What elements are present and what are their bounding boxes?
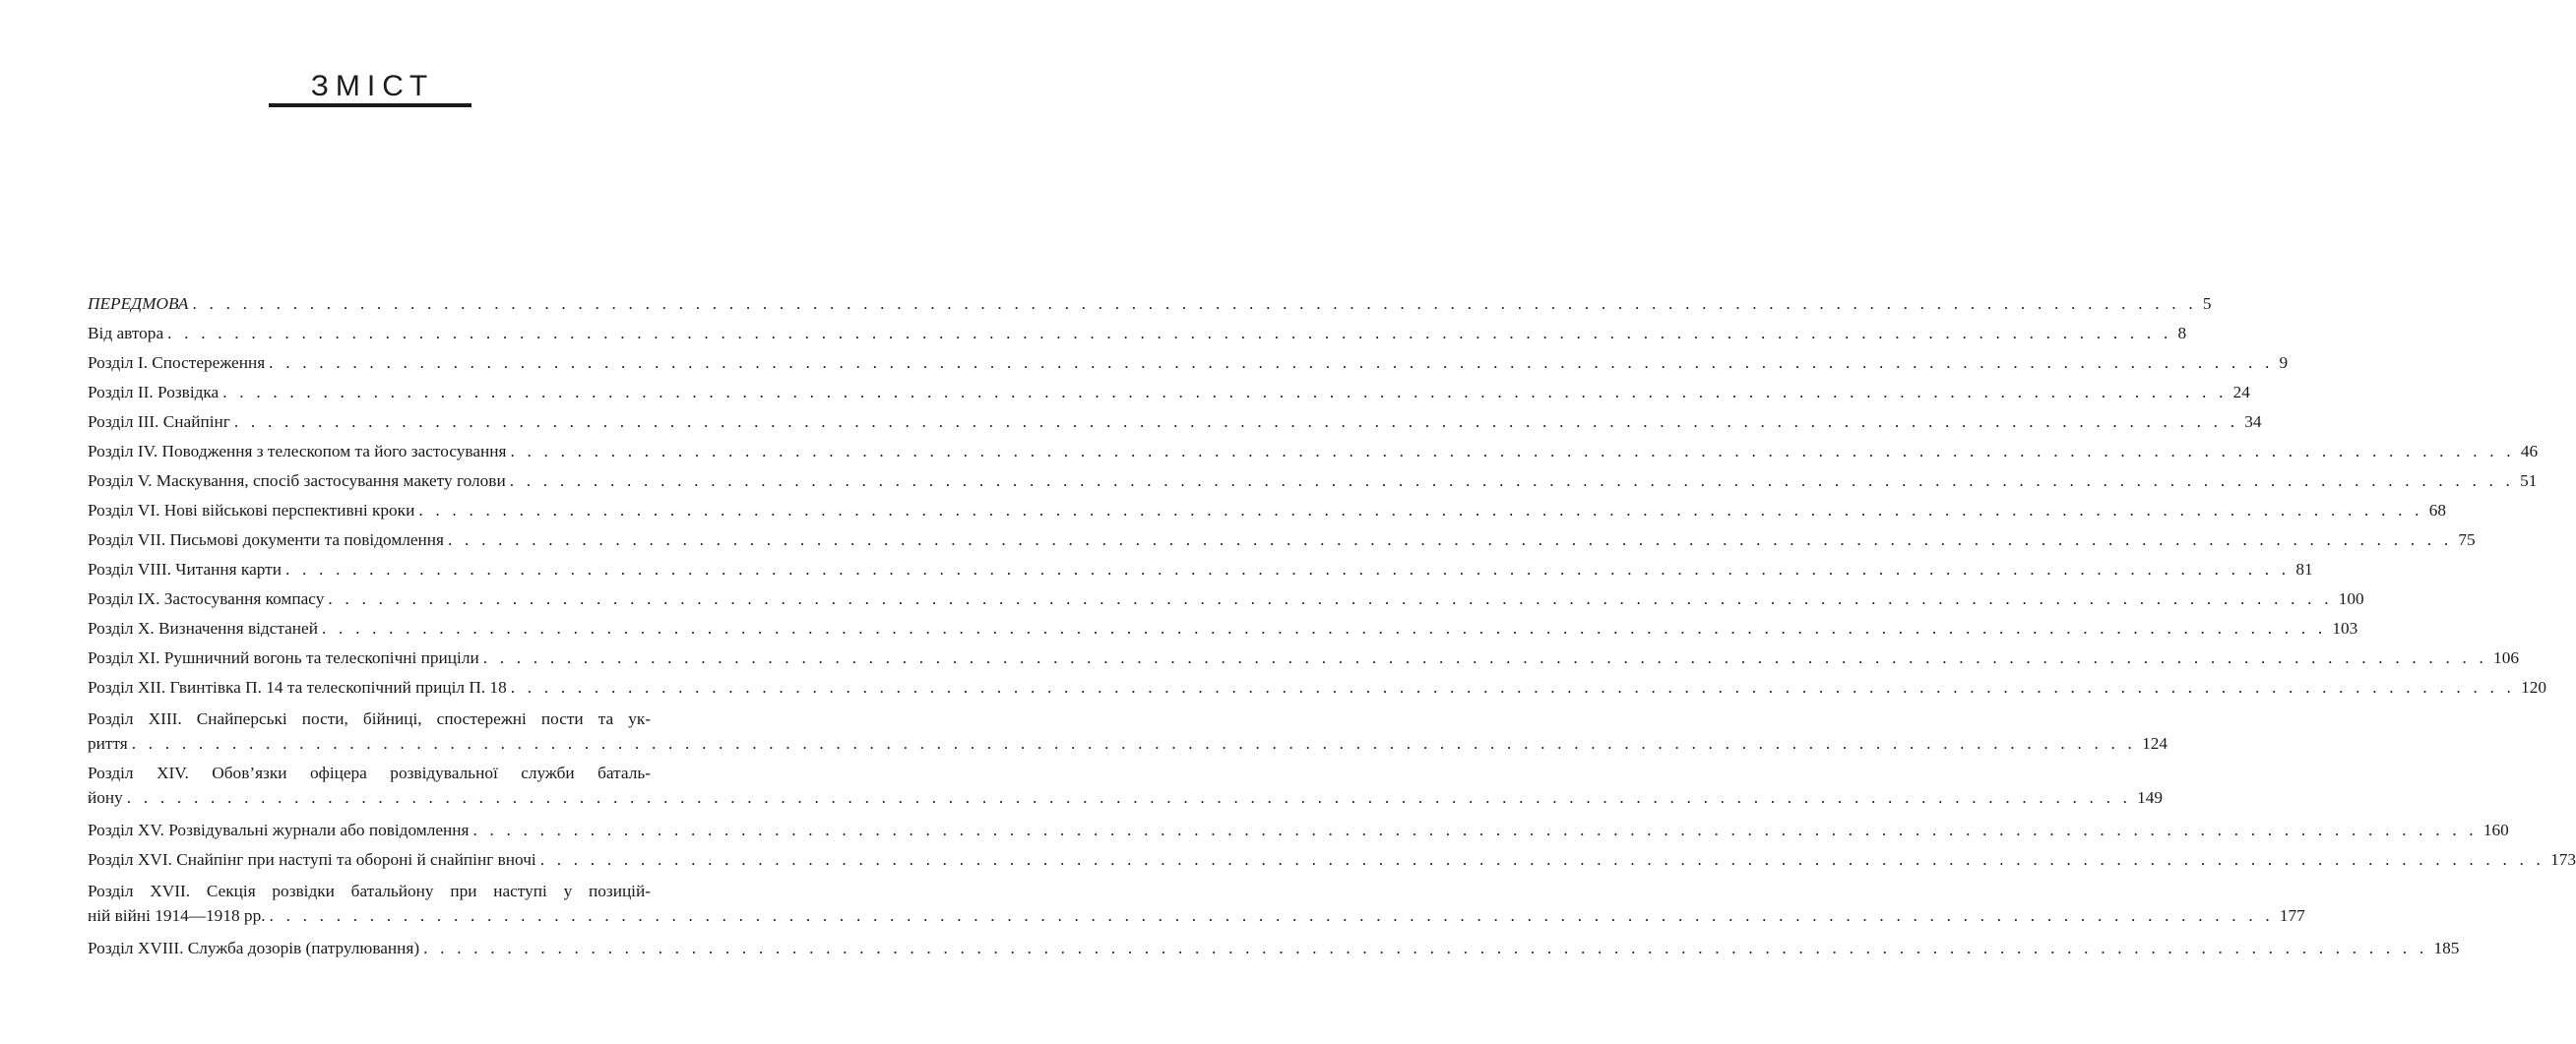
toc-entry-page-number: 160 <box>2482 821 2509 839</box>
toc-entry <box>88 762 2164 810</box>
toc-entry-label: Від автора <box>88 324 164 342</box>
toc-entry-label: Розділ III. Снайпінг <box>88 412 230 431</box>
dot-leader: . . . . . . . . . . . . . . . . . . . . . . . . . . . . . . . . . . . . . . . . . . . . . . . . . . . . . . . . . . . . . . . . . . . . . . . . . . . . . . . . . . . . . . . . . . . . . . . . . . . . . . . . . . . . . . . . . . . . . . . . <box>222 383 2228 401</box>
dot-leader: . . . . . . . . . . . . . . . . . . . . . . . . . . . . . . . . . . . . . . . . . . . . . . . . . . . . . . . . . . . . . . . . . . . . . . . . . . . . . . . . . . . . . . . . . . . . . . . . . . . . . . . . . . . . . . . . . . . . . . . . <box>126 787 2132 807</box>
toc-entry-label: ПЕРЕДМОВА <box>88 294 189 313</box>
toc-entry-row <box>88 437 2539 466</box>
toc-entry-page-number: 173 <box>2550 850 2576 869</box>
toc-entry-label: йону <box>88 787 123 807</box>
toc-entry-page-number: 75 <box>2458 530 2476 549</box>
dot-leader: . . . . . . . . . . . . . . . . . . . . . . . . . . . . . . . . . . . . . . . . . . . . . . . . . . . . . . . . . . . . . . . . . . . . . . . . . . . . . . . . . . . . . . . . . . . . . . . . . . . . . . . . . . . . . . . . . . . . . . . . <box>321 619 2327 638</box>
toc-entry <box>88 378 2250 407</box>
toc-entry-row <box>88 816 2509 845</box>
toc-entry-first-line: Розділ XIV. Обов’язки офіцера розвідувальної служби баталь- <box>88 764 651 782</box>
toc-entry-row <box>88 525 2476 555</box>
toc-entry-page-number: 103 <box>2332 619 2358 638</box>
toc-entry-label: Розділ X. Визначення відстаней <box>88 619 318 638</box>
toc-entry <box>88 348 2289 378</box>
toc-entry-row <box>88 289 2212 319</box>
dot-leader: . . . . . . . . . . . . . . . . . . . . . . . . . . . . . . . . . . . . . . . . . . . . . . . . . . . . . . . . . . . . . . . . . . . . . . . . . . . . . . . . . . . . . . . . . . . . . . . . . . . . . . . . . . . . . . . . . . . . . . . . <box>423 939 2428 957</box>
toc-entry <box>88 319 2187 348</box>
toc-entry-label: Розділ XV. Розвідувальні журнали або повідомлення <box>88 821 470 839</box>
toc-entry-row <box>88 348 2289 378</box>
toc-entry-page-number: 120 <box>2521 678 2546 697</box>
toc-entry <box>88 880 2305 928</box>
dot-leader: . . . . . . . . . . . . . . . . . . . . . . . . . . . . . . . . . . . . . . . . . . . . . . . . . . . . . . . . . . . . . . . . . . . . . . . . . . . . . . . . . . . . . . . . . . . . . . . . . . . . . . . . . . . . . . . . . . . . . . . . <box>269 353 2274 372</box>
dot-leader: . . . . . . . . . . . . . . . . . . . . . . . . . . . . . . . . . . . . . . . . . . . . . . . . . . . . . . . . . . . . . . . . . . . . . . . . . . . . . . . . . . . . . . . . . . . . . . . . . . . . . . . . . . . . . . . . . . . . . . . . <box>167 324 2172 342</box>
toc-entry <box>88 707 2168 756</box>
toc-entry-first-line: Розділ XIII. Снайперські пости, бійниці, спостережні пости та ук- <box>88 709 651 728</box>
toc-entry-row <box>88 496 2446 525</box>
toc-entry <box>88 555 2313 584</box>
toc-entry-label: Розділ XII. Гвинтівка П. 14 та телескопічний приціл П. 18 <box>88 678 507 697</box>
toc-entry <box>88 584 2364 614</box>
toc-entry <box>88 934 2460 963</box>
title-underline <box>269 103 471 107</box>
table-of-contents <box>88 289 2576 963</box>
toc-entry-row <box>88 786 2164 811</box>
toc-entry-page-number: 9 <box>2279 353 2289 372</box>
toc-entry-label: риття <box>88 733 128 753</box>
toc-entry <box>88 407 2262 437</box>
dot-leader: . . . . . . . . . . . . . . . . . . . . . . . . . . . . . . . . . . . . . . . . . . . . . . . . . . . . . . . . . . . . . . . . . . . . . . . . . . . . . . . . . . . . . . . . . . . . . . . . . . . . . . . . . . . . . . . . . . . . . . . . <box>510 442 2515 461</box>
toc-entry-row <box>88 644 2519 673</box>
toc-entry-page-number: 8 <box>2177 324 2187 342</box>
toc-entry-page-number: 46 <box>2520 442 2539 461</box>
toc-entry-row <box>88 934 2460 963</box>
dot-leader: . . . . . . . . . . . . . . . . . . . . . . . . . . . . . . . . . . . . . . . . . . . . . . . . . . . . . . . . . . . . . . . . . . . . . . . . . . . . . . . . . . . . . . . . . . . . . . . . . . . . . . . . . . . . . . . . . . . . . . . . <box>269 905 2274 925</box>
dot-leader: . . . . . . . . . . . . . . . . . . . . . . . . . . . . . . . . . . . . . . . . . . . . . . . . . . . . . . . . . . . . . . . . . . . . . . . . . . . . . . . . . . . . . . . . . . . . . . . . . . . . . . . . . . . . . . . . . . . . . . . . <box>131 733 2137 753</box>
toc-entry-label: Розділ VII. Письмові документи та повідомлення <box>88 530 444 549</box>
dot-leader: . . . . . . . . . . . . . . . . . . . . . . . . . . . . . . . . . . . . . . . . . . . . . . . . . . . . . . . . . . . . . . . . . . . . . . . . . . . . . . . . . . . . . . . . . . . . . . . . . . . . . . . . . . . . . . . . . . . . . . . . <box>539 850 2545 869</box>
toc-entry <box>88 289 2212 319</box>
toc-entry-page-number: 24 <box>2232 383 2250 401</box>
dot-leader: . . . . . . . . . . . . . . . . . . . . . . . . . . . . . . . . . . . . . . . . . . . . . . . . . . . . . . . . . . . . . . . . . . . . . . . . . . . . . . . . . . . . . . . . . . . . . . . . . . . . . . . . . . . . . . . . . . . . . . . . <box>482 648 2488 667</box>
toc-entry-label: Розділ XVI. Снайпінг при наступі та обороні й снайпінг вночі <box>88 850 536 869</box>
toc-entry <box>88 466 2538 496</box>
toc-entry <box>88 845 2576 875</box>
toc-entry-label: Розділ XI. Рушничний вогонь та телескопічні приціли <box>88 648 479 667</box>
toc-entry-label: Розділ XVIII. Служба дозорів (патрулювання) <box>88 939 420 957</box>
toc-entry-row <box>88 319 2187 348</box>
dot-leader: . . . . . . . . . . . . . . . . . . . . . . . . . . . . . . . . . . . . . . . . . . . . . . . . . . . . . . . . . . . . . . . . . . . . . . . . . . . . . . . . . . . . . . . . . . . . . . . . . . . . . . . . . . . . . . . . . . . . . . . . <box>192 294 2197 313</box>
toc-entry-label: Розділ I. Спостереження <box>88 353 266 372</box>
toc-entry-page-number: 5 <box>2202 294 2212 313</box>
toc-entry <box>88 525 2476 555</box>
toc-entry-page-number: 81 <box>2295 560 2313 579</box>
toc-entry-first-line: Розділ XVII. Секція розвідки батальйону при наступі у позицій- <box>88 882 651 900</box>
toc-entry <box>88 816 2509 845</box>
toc-entry-row <box>88 555 2313 584</box>
toc-entry-page-number: 34 <box>2244 412 2262 431</box>
dot-leader: . . . . . . . . . . . . . . . . . . . . . . . . . . . . . . . . . . . . . . . . . . . . . . . . . . . . . . . . . . . . . . . . . . . . . . . . . . . . . . . . . . . . . . . . . . . . . . . . . . . . . . . . . . . . . . . . . . . . . . . . <box>328 589 2333 608</box>
toc-entry <box>88 673 2546 703</box>
toc-entry-row <box>88 466 2538 496</box>
toc-entry-page-number: 185 <box>2433 939 2460 957</box>
toc-entry-page-number: 106 <box>2493 648 2519 667</box>
dot-leader: . . . . . . . . . . . . . . . . . . . . . . . . . . . . . . . . . . . . . . . . . . . . . . . . . . . . . . . . . . . . . . . . . . . . . . . . . . . . . . . . . . . . . . . . . . . . . . . . . . . . . . . . . . . . . . . . . . . . . . . . <box>418 501 2423 520</box>
toc-entry-label: Розділ IV. Поводження з телескопом та його застосування <box>88 442 507 461</box>
toc-entry-page-number: 100 <box>2338 589 2364 608</box>
toc-entry-page-number: 177 <box>2279 905 2305 925</box>
toc-entry <box>88 614 2358 644</box>
toc-entry-row <box>88 673 2546 703</box>
toc-entry-row <box>88 378 2250 407</box>
toc-entry-label: Розділ VIII. Читання карти <box>88 560 282 579</box>
toc-entry-page-number: 124 <box>2142 733 2168 753</box>
toc-entry-label: ній війні 1914—1918 рр. <box>88 905 266 925</box>
dot-leader: . . . . . . . . . . . . . . . . . . . . . . . . . . . . . . . . . . . . . . . . . . . . . . . . . . . . . . . . . . . . . . . . . . . . . . . . . . . . . . . . . . . . . . . . . . . . . . . . . . . . . . . . . . . . . . . . . . . . . . . . <box>448 530 2453 549</box>
toc-entry-row <box>88 584 2364 614</box>
toc-entry-label: Розділ IX. Застосування компасу <box>88 589 325 608</box>
toc-entry-label: Розділ V. Маскування, спосіб застосування макету голови <box>88 471 506 490</box>
dot-leader: . . . . . . . . . . . . . . . . . . . . . . . . . . . . . . . . . . . . . . . . . . . . . . . . . . . . . . . . . . . . . . . . . . . . . . . . . . . . . . . . . . . . . . . . . . . . . . . . . . . . . . . . . . . . . . . . . . . . . . . . <box>472 821 2478 839</box>
toc-entry-label: Розділ VI. Нові військові перспективні кроки <box>88 501 415 520</box>
toc-entry-row <box>88 614 2358 644</box>
page-title: ЗМІСТ <box>310 70 435 102</box>
toc-entry-page-number: 68 <box>2428 501 2446 520</box>
toc-entry-label: Розділ II. Розвідка <box>88 383 220 401</box>
dot-leader: . . . . . . . . . . . . . . . . . . . . . . . . . . . . . . . . . . . . . . . . . . . . . . . . . . . . . . . . . . . . . . . . . . . . . . . . . . . . . . . . . . . . . . . . . . . . . . . . . . . . . . . . . . . . . . . . . . . . . . . . <box>509 471 2515 490</box>
toc-entry <box>88 437 2539 466</box>
dot-leader: . . . . . . . . . . . . . . . . . . . . . . . . . . . . . . . . . . . . . . . . . . . . . . . . . . . . . . . . . . . . . . . . . . . . . . . . . . . . . . . . . . . . . . . . . . . . . . . . . . . . . . . . . . . . . . . . . . . . . . . . <box>510 678 2516 697</box>
toc-entry-row <box>88 904 2305 929</box>
toc-entry <box>88 644 2519 673</box>
toc-entry-row <box>88 407 2262 437</box>
toc-entry-page-number: 149 <box>2137 787 2164 807</box>
toc-entry-row <box>88 732 2168 757</box>
toc-entry-page-number: 51 <box>2520 471 2538 490</box>
toc-entry <box>88 496 2446 525</box>
toc-entry-row <box>88 845 2576 875</box>
dot-leader: . . . . . . . . . . . . . . . . . . . . . . . . . . . . . . . . . . . . . . . . . . . . . . . . . . . . . . . . . . . . . . . . . . . . . . . . . . . . . . . . . . . . . . . . . . . . . . . . . . . . . . . . . . . . . . . . . . . . . . . . <box>233 412 2239 431</box>
dot-leader: . . . . . . . . . . . . . . . . . . . . . . . . . . . . . . . . . . . . . . . . . . . . . . . . . . . . . . . . . . . . . . . . . . . . . . . . . . . . . . . . . . . . . . . . . . . . . . . . . . . . . . . . . . . . . . . . . . . . . . . . <box>284 560 2291 579</box>
